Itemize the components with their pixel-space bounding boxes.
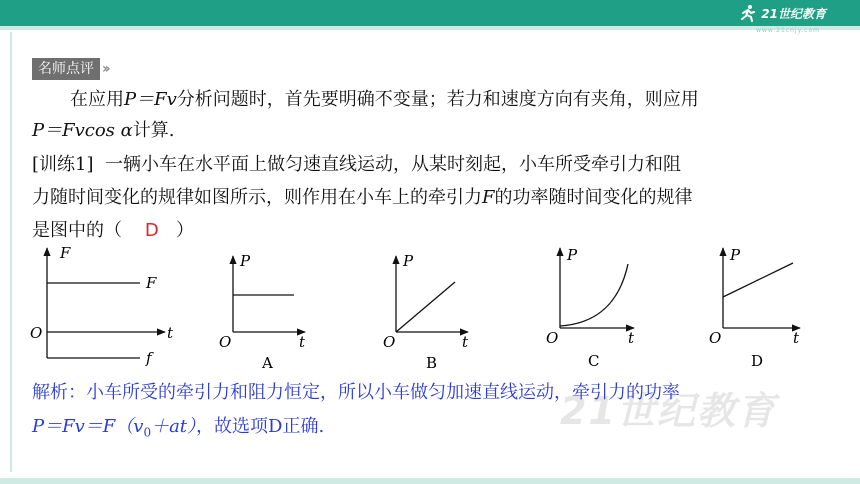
header-bar (0, 0, 860, 26)
analysis-label: 解析： (32, 382, 86, 403)
option-d-curve (723, 263, 793, 297)
option-c-letter: C (588, 352, 600, 370)
option-c-curve (560, 264, 628, 326)
answer-text: D (144, 220, 159, 241)
svg-text:O: O (219, 333, 232, 351)
formula-power: P＝Fv (124, 89, 177, 110)
svg-text:P: P (240, 252, 251, 270)
svg-text:t: t (299, 333, 306, 351)
watermark-icon: 21世纪教育 (560, 389, 777, 433)
svg-text:t: t (793, 329, 800, 347)
tag-label: 名师点评 (32, 58, 100, 80)
option-c-graph (546, 246, 635, 370)
formula-power-angle: P＝Fvcos α (32, 120, 133, 141)
teacher-comment-tag (32, 58, 108, 80)
brand-url: www.21cnjy.com (756, 27, 820, 34)
exercise-line-1: [训练1] 一辆小车在水平面上做匀速直线运动，从某时刻起，小车所受牵引力和阻 (32, 154, 681, 175)
brand-name: 21世纪教育 (761, 6, 826, 21)
svg-text:P: P (403, 252, 414, 270)
exercise-line-3: 是图中的（ D ） (32, 220, 194, 241)
option-b-graph (383, 252, 469, 372)
svg-text:O: O (383, 333, 396, 351)
option-a-graph (219, 252, 306, 372)
main-x-label: t (167, 324, 174, 342)
main-origin: O (30, 324, 43, 342)
chevron-right-icon: ›› (102, 61, 108, 77)
svg-text:P: P (567, 246, 578, 264)
comment-line-2: P＝Fvcos α计算. (32, 120, 175, 141)
option-d-letter: D (751, 352, 764, 370)
exercise-line-2: 力随时间变化的规律如图所示，则作用在小车上的牵引力F的功率随时间变化的规律 (32, 187, 693, 208)
svg-text:P: P (730, 246, 741, 264)
runner-logo-icon (739, 4, 757, 22)
lower-force-label: f (146, 349, 152, 367)
svg-text:O: O (546, 329, 559, 347)
upper-force-label: F (146, 274, 157, 292)
svg-text:t: t (628, 329, 635, 347)
svg-text:t: t (462, 333, 469, 351)
comment-line-1: 在应用P＝Fv分析问题时，首先要明确不变量；若力和速度方向有夹角，则应用 (70, 89, 699, 110)
analysis-line-2: $P=Fv=F(v_0+at)$，故选项D正确. (32, 416, 325, 440)
graphs-area (0, 240, 860, 380)
analysis-line-1: 解析：小车所受的牵引力和阻力恒定，所以小车做匀加速直线运动，牵引力的功率 (32, 382, 680, 403)
svg-text:O: O (709, 329, 722, 347)
footer-bar (0, 478, 860, 484)
option-b-letter: B (426, 354, 438, 372)
brand-logo (739, 3, 826, 23)
option-a-letter: A (262, 354, 273, 372)
exercise-label: [训练1] (32, 154, 94, 175)
option-b-curve (396, 282, 455, 332)
option-d-graph (709, 246, 800, 370)
header-underline (0, 26, 860, 30)
force-time-graph (30, 244, 174, 367)
main-y-label: F (60, 244, 71, 262)
